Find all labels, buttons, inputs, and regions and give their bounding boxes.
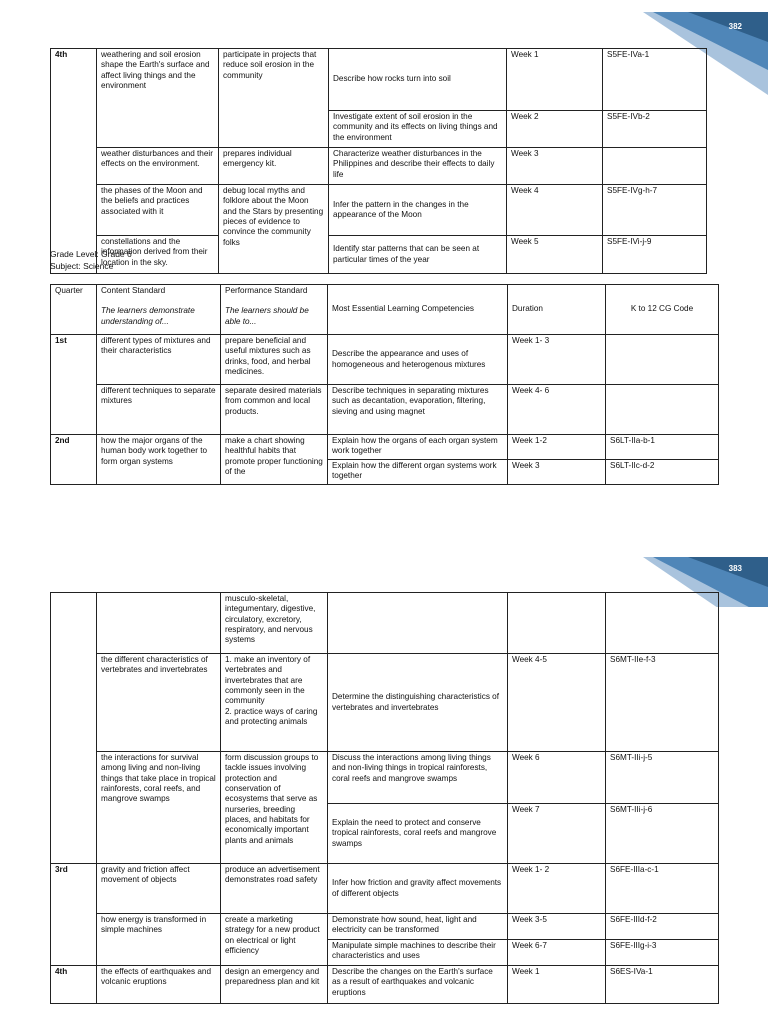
performance-standard-cell: form discussion groups to tackle issues involving protection and conservation of ecosystems that serve as nurseries, breeding places, and habitats for economically important plants and animals	[221, 752, 328, 864]
curriculum-table-grade6	[50, 284, 719, 485]
performance-standard-cell: make a chart showing healthful habits that promote proper functioning of the	[221, 435, 328, 485]
content-standard-cell: the interactions for survival among living and non-living things that take place in tropical rainforests, coral reefs, and mangrove swamps	[97, 752, 221, 864]
competency-cell	[328, 593, 508, 654]
cg-code-cell: S5FE-IVa-1	[603, 49, 707, 111]
curriculum-table-grade5-q4	[50, 48, 707, 274]
duration-cell: Week 4-5	[508, 654, 606, 752]
table-row	[51, 185, 707, 236]
subject-label: Subject: Science	[50, 261, 114, 271]
quarter-cell: 4th	[51, 49, 97, 274]
table-header-row	[51, 285, 719, 335]
performance-standard-cell: prepares individual emergency kit.	[219, 148, 329, 185]
duration-cell: Week 2	[507, 111, 603, 148]
content-standard-cell: the effects of earthquakes and volcanic eruptions	[97, 966, 221, 1004]
table-row	[51, 914, 719, 940]
table-row	[51, 49, 707, 111]
duration-cell: Week 1- 3	[508, 335, 606, 385]
quarter-cell: 1st	[51, 335, 97, 435]
table-row	[51, 385, 719, 435]
cg-code-cell: S6LT-IIc-d-2	[606, 460, 719, 485]
header-duration: Duration	[508, 285, 606, 335]
duration-cell	[508, 593, 606, 654]
duration-cell: Week 1	[507, 49, 603, 111]
performance-standard-cell: prepare beneficial and useful mixtures such as drinks, food, and herbal medicines.	[221, 335, 328, 385]
performance-standard-cell: participate in projects that reduce soil erosion in the community	[219, 49, 329, 148]
performance-standard-cell: debug local myths and folklore about the Moon and the Stars by presenting pieces of evidence to convince the community folks	[219, 185, 329, 274]
duration-cell: Week 1-2	[508, 435, 606, 460]
header-content-title: Content Standard	[101, 286, 166, 295]
duration-cell: Week 6-7	[508, 940, 606, 966]
competency-cell: Describe the appearance and uses of homogeneous and heterogenous mixtures	[328, 335, 508, 385]
header-content-standard	[97, 285, 221, 335]
grade-level-label: Grade Level: Grade 6	[50, 249, 132, 259]
cg-code-cell: S6FE-IIIa-c-1	[606, 864, 719, 914]
duration-cell: Week 3	[507, 148, 603, 185]
competency-cell: Determine the distinguishing characteristics of vertebrates and invertebrates	[328, 654, 508, 752]
competency-cell: Investigate extent of soil erosion in the community and its effects on living things and the environment	[329, 111, 507, 148]
content-standard-cell	[97, 593, 221, 654]
competency-cell: Discuss the interactions among living things and non-living things in tropical rainforests, coral reefs and mangrove swamps	[328, 752, 508, 804]
content-standard-cell: the different characteristics of vertebrates and invertebrates	[97, 654, 221, 752]
table-row	[51, 864, 719, 914]
page-number: 382	[728, 22, 742, 31]
cg-code-cell: S6MT-IIi-j-6	[606, 804, 719, 864]
performance-standard-cell: produce an advertisement demonstrates road safety	[221, 864, 328, 914]
header-competencies: Most Essential Learning Competencies	[328, 285, 508, 335]
duration-cell: Week 4- 6	[508, 385, 606, 435]
content-standard-cell: how the major organs of the human body work together to form organ systems	[97, 435, 221, 485]
header-performance-standard	[221, 285, 328, 335]
content-standard-cell: constellations and the information derived from their location in the sky.	[97, 236, 219, 274]
competency-cell: Manipulate simple machines to describe their characteristics and uses	[328, 940, 508, 966]
competency-cell: Infer how friction and gravity affect movements of different objects	[328, 864, 508, 914]
duration-cell: Week 5	[507, 236, 603, 274]
competency-cell: Describe techniques in separating mixtures such as decantation, evaporation, filtering, sieving and using magnet	[328, 385, 508, 435]
table-row	[51, 654, 719, 752]
cg-code-cell	[603, 148, 707, 185]
quarter-cell: 3rd	[51, 864, 97, 966]
page-number: 383	[728, 564, 742, 573]
competency-cell: Describe how rocks turn into soil	[329, 49, 507, 111]
content-standard-cell: the phases of the Moon and the beliefs and practices associated with it	[97, 185, 219, 236]
cg-code-cell: S6ES-IVa-1	[606, 966, 719, 1004]
cg-code-cell	[606, 335, 719, 385]
competency-cell: Demonstrate how sound, heat, light and electricity can be transformed	[328, 914, 508, 940]
content-standard-cell: how energy is transformed in simple machines	[97, 914, 221, 966]
duration-cell: Week 7	[508, 804, 606, 864]
table-row	[51, 236, 707, 274]
cg-code-cell: S5FE-IVi-j-9	[603, 236, 707, 274]
table-row	[51, 593, 719, 654]
table-row	[51, 435, 719, 460]
content-standard-cell: weather disturbances and their effects on the environment.	[97, 148, 219, 185]
cg-code-cell: S5FE-IVg-h-7	[603, 185, 707, 236]
duration-cell: Week 1	[508, 966, 606, 1004]
competency-cell: Explain how the different organ systems work together	[328, 460, 508, 485]
content-standard-cell: different techniques to separate mixtures	[97, 385, 221, 435]
cg-code-cell	[606, 593, 719, 654]
performance-standard-cell: design an emergency and preparedness plan and kit	[221, 966, 328, 1004]
cg-code-cell: S5FE-IVb-2	[603, 111, 707, 148]
table-row	[51, 335, 719, 385]
page-383	[0, 512, 768, 1024]
competency-cell: Explain how the organs of each organ system work together	[328, 435, 508, 460]
competency-cell: Identify star patterns that can be seen at particular times of the year	[329, 236, 507, 274]
cg-code-cell	[606, 385, 719, 435]
competency-cell: Infer the pattern in the changes in the appearance of the Moon	[329, 185, 507, 236]
performance-standard-cell: musculo-skeletal, integumentary, digestive, circulatory, excretory, respiratory, and nervous systems	[221, 593, 328, 654]
performance-standard-cell: separate desired materials from common and local products.	[221, 385, 328, 435]
quarter-cell	[51, 593, 97, 864]
header-content-subtitle: The learners demonstrate understanding of...	[101, 306, 195, 326]
table-row	[51, 966, 719, 1004]
cg-code-cell: S6LT-IIa-b-1	[606, 435, 719, 460]
competency-cell: Describe the changes on the Earth's surface as a result of earthquakes and volcanic eruptions	[328, 966, 508, 1004]
header-cg-code: K to 12 CG Code	[606, 285, 719, 335]
curriculum-table-grade6-continued	[50, 592, 719, 1004]
cg-code-cell: S6MT-IIi-j-5	[606, 752, 719, 804]
duration-cell: Week 4	[507, 185, 603, 236]
cg-code-cell: S6FE-IIIg-i-3	[606, 940, 719, 966]
content-standard-cell: gravity and friction affect movement of objects	[97, 864, 221, 914]
duration-cell: Week 6	[508, 752, 606, 804]
header-performance-subtitle: The learners should be able to...	[225, 306, 309, 326]
duration-cell: Week 3-5	[508, 914, 606, 940]
content-standard-cell: weathering and soil erosion shape the Earth's surface and affect living things and the environment	[97, 49, 219, 148]
header-performance-title: Performance Standard	[225, 286, 308, 295]
header-quarter: Quarter	[51, 285, 97, 335]
competency-cell: Explain the need to protect and conserve tropical rainforests, coral reefs and mangrove swamps	[328, 804, 508, 864]
duration-cell: Week 1- 2	[508, 864, 606, 914]
content-standard-cell: different types of mixtures and their characteristics	[97, 335, 221, 385]
performance-standard-cell: create a marketing strategy for a new product on electrical or light efficiency	[221, 914, 328, 966]
cg-code-cell: S6FE-IIId-f-2	[606, 914, 719, 940]
cg-code-cell: S6MT-IIe-f-3	[606, 654, 719, 752]
performance-standard-cell: 1. make an inventory of vertebrates and invertebrates that are commonly seen in the community 2. practice ways of caring and protecting animals	[221, 654, 328, 752]
table-row	[51, 752, 719, 804]
competency-cell: Characterize weather disturbances in the Philippines and describe their effects to daily life	[329, 148, 507, 185]
duration-cell: Week 3	[508, 460, 606, 485]
quarter-cell: 4th	[51, 966, 97, 1004]
table-row	[51, 148, 707, 185]
quarter-cell: 2nd	[51, 435, 97, 485]
